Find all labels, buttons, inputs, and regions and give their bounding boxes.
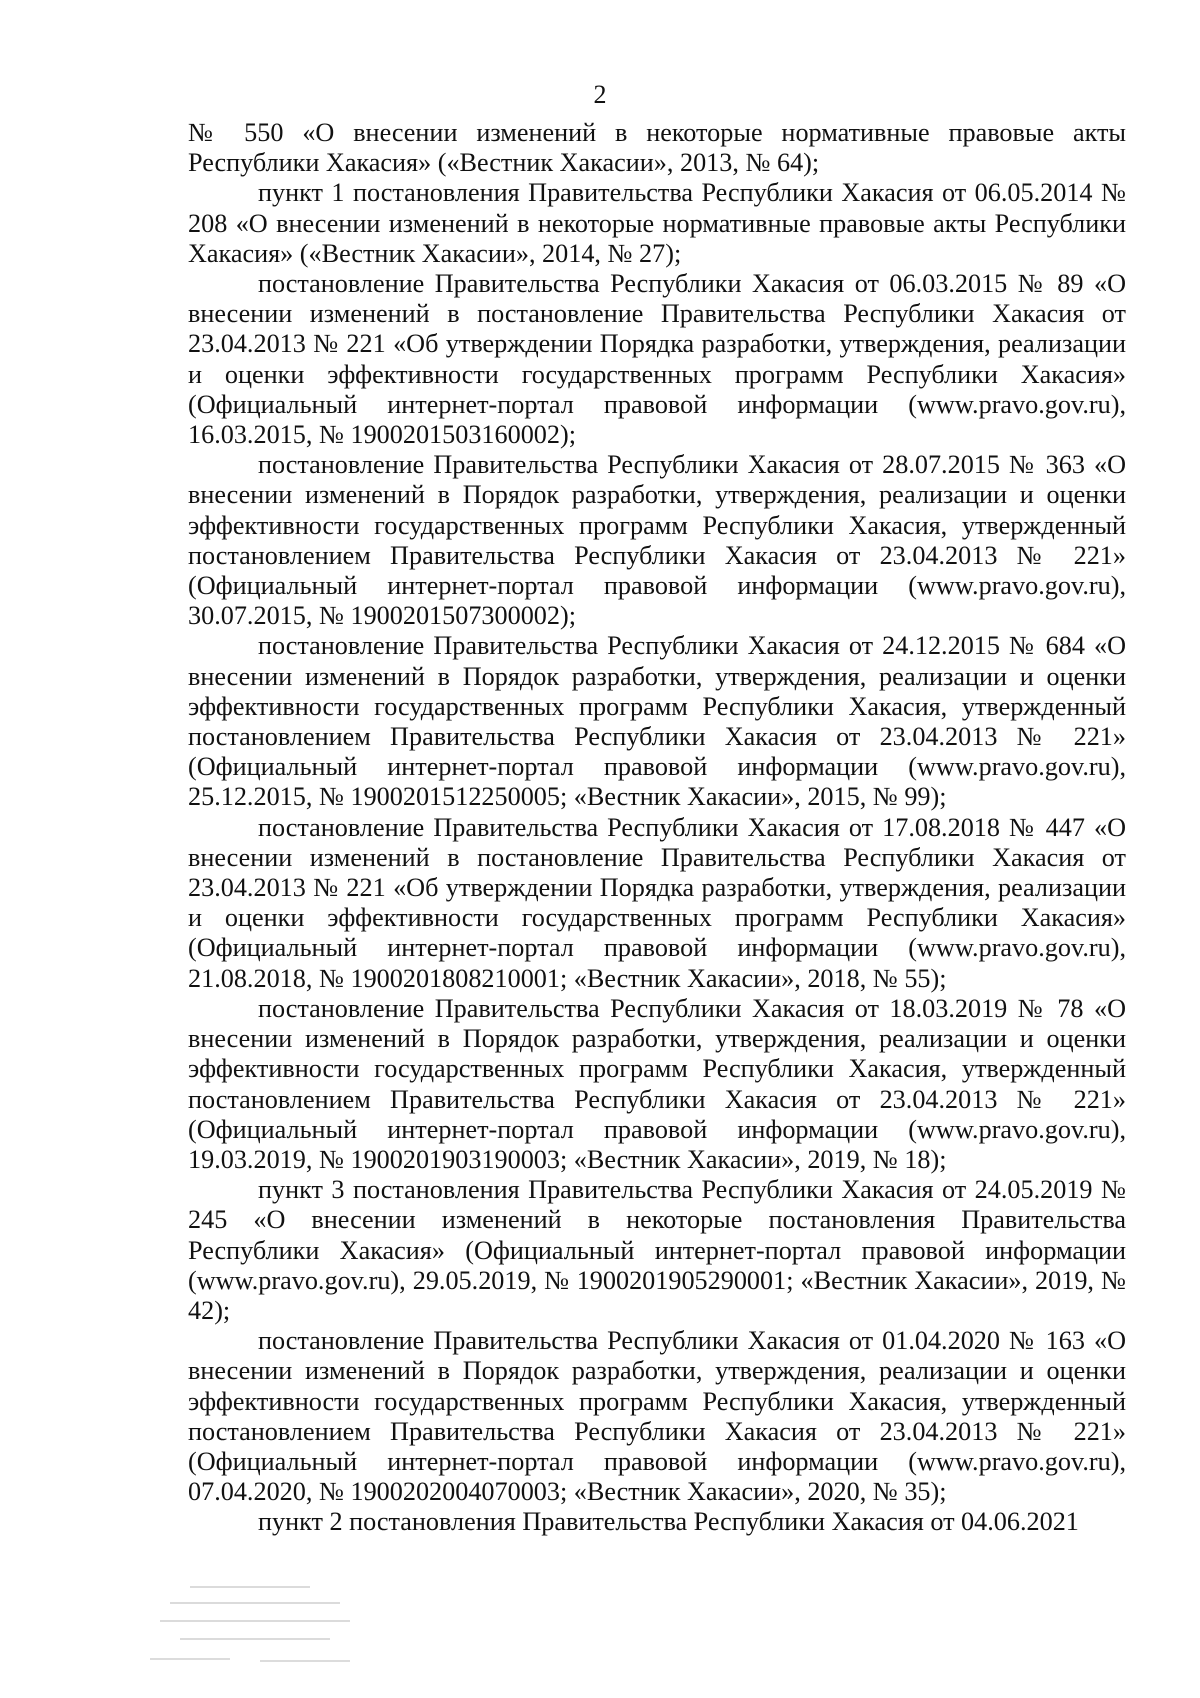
paragraph: пункт 1 постановления Правительства Республики Хакасия от 06.05.2014 № 208 «О внесении изменений в некоторые нормативные правовые акты Республики Хакасия» («Вестник Хакасии», 2014, № 27); — [188, 178, 1126, 268]
paragraph: пункт 3 постановления Правительства Республики Хакасия от 24.05.2019 № 245 «О внесении изменений в некоторые постановления Правительства Республики Хакасия» (Официальный интернет-портал правовой информации (www.pravo.gov.ru), 29.05.2019, № 1900201905290001; «Вестник Хакасии», 2019, № 42); — [188, 1175, 1126, 1325]
paragraph: № 550 «О внесении изменений в некоторые нормативные правовые акты Республики Хакасия» («Вестник Хакасии», 2013, № 64); — [188, 118, 1126, 178]
paragraph: постановление Правительства Республики Хакасия от 28.07.2015 № 363 «О внесении изменений в Порядок разработки, утверждения, реализации и оценки эффективности государственных программ Республики Хакасия, утвержденный постановлением Правительства Республики Хакасия от 23.04.2013 № 221» (Официальный интернет-портал правовой информации (www.pravo.gov.ru), 30.07.2015, № 1900201507300002); — [188, 450, 1126, 631]
faded-stamp-mark — [150, 1578, 375, 1678]
paragraph: постановление Правительства Республики Хакасия от 06.03.2015 № 89 «О внесении изменений в постановление Правительства Республики Хакасия от 23.04.2013 № 221 «Об утверждении Порядка разработки, утверждения, реализации и оценки эффективности государственных программ Республики Хакасия» (Официальный интернет-портал правовой информации (www.pravo.gov.ru), 16.03.2015, № 1900201503160002); — [188, 269, 1126, 450]
page-number: 2 — [593, 80, 607, 109]
paragraph: пункт 2 постановления Правительства Республики Хакасия от 04.06.2021 — [258, 1507, 1079, 1537]
paragraph: постановление Правительства Республики Хакасия от 01.04.2020 № 163 «О внесении изменений в Порядок разработки, утверждения, реализации и оценки эффективности государственных программ Республики Хакасия, утвержденный постановлением Правительства Республики Хакасия от 23.04.2013 № 221» (Официальный интернет-портал правовой информации (www.pravo.gov.ru), 07.04.2020, № 1900202004070003; «Вестник Хакасии», 2020, № 35); — [188, 1326, 1126, 1507]
document-body — [188, 118, 1126, 1538]
paragraph: постановление Правительства Республики Хакасия от 24.12.2015 № 684 «О внесении изменений в Порядок разработки, утверждения, реализации и оценки эффективности государственных программ Республики Хакасия, утвержденный постановлением Правительства Республики Хакасия от 23.04.2013 № 221» (Официальный интернет-портал правовой информации (www.pravo.gov.ru), 25.12.2015, № 1900201512250005; «Вестник Хакасии», 2015, № 99); — [188, 631, 1126, 812]
paragraph: постановление Правительства Республики Хакасия от 17.08.2018 № 447 «О внесении изменений в постановление Правительства Республики Хакасия от 23.04.2013 № 221 «Об утверждении Порядка разработки, утверждения, реализации и оценки эффективности государственных программ Республики Хакасия» (Официальный интернет-портал правовой информации (www.pravo.gov.ru), 21.08.2018, № 1900201808210001; «Вестник Хакасии», 2018, № 55); — [188, 812, 1126, 993]
paragraph: постановление Правительства Республики Хакасия от 18.03.2019 № 78 «О внесении изменений в Порядок разработки, утверждения, реализации и оценки эффективности государственных программ Республики Хакасия, утвержденный постановлением Правительства Республики Хакасия от 23.04.2013 № 221» (Официальный интернет-портал правовой информации (www.pravo.gov.ru), 19.03.2019, № 1900201903190003; «Вестник Хакасии», 2019, № 18); — [188, 993, 1126, 1174]
